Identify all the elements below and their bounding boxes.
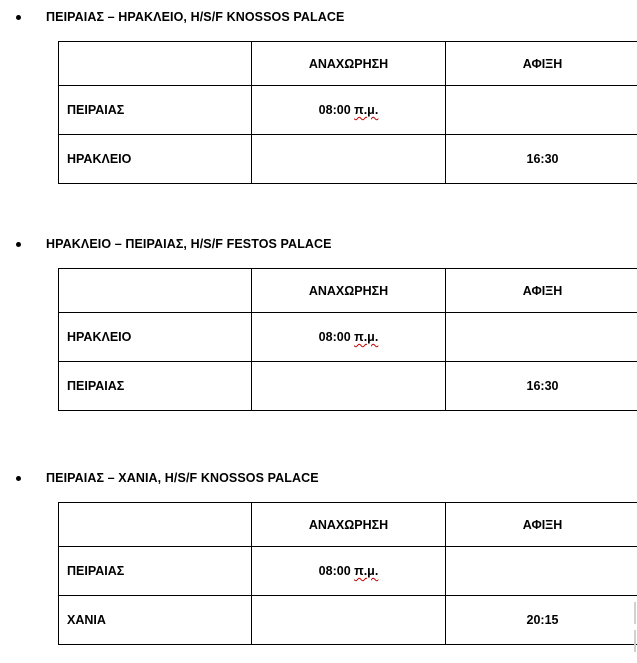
departure-suffix: π.μ. bbox=[354, 103, 379, 117]
departure-cell bbox=[252, 86, 446, 135]
departure-cell bbox=[252, 313, 446, 362]
table-row bbox=[59, 86, 637, 135]
route-heading-text: ΠΕΙΡΑΙΑΣ – ΗΡΑΚΛΕΙΟ, H/S/F KNOSSOS PALACE bbox=[46, 10, 345, 24]
departure-cell bbox=[252, 596, 446, 645]
bullet-icon bbox=[16, 476, 21, 481]
page-edge-marker bbox=[634, 602, 636, 624]
header-arrival: ΑΦΙΞΗ bbox=[446, 269, 637, 313]
schedule-table bbox=[58, 268, 637, 411]
table-row bbox=[59, 135, 637, 184]
departure-cell bbox=[252, 135, 446, 184]
header-arrival: ΑΦΙΞΗ bbox=[446, 503, 637, 547]
header-empty-cell bbox=[59, 503, 252, 547]
table-row bbox=[59, 362, 637, 411]
header-departure: ΑΝΑΧΩΡΗΣΗ bbox=[252, 42, 446, 86]
departure-cell bbox=[252, 547, 446, 596]
route-heading-text: ΗΡΑΚΛΕΙΟ – ΠΕΙΡΑΙΑΣ, H/S/F FESTOS PALACE bbox=[46, 237, 332, 251]
table-header-row bbox=[59, 269, 637, 313]
table-row bbox=[59, 596, 637, 645]
port-cell: ΗΡΑΚΛΕΙΟ bbox=[59, 135, 252, 184]
departure-suffix: π.μ. bbox=[354, 564, 379, 578]
arrival-cell bbox=[446, 547, 637, 596]
arrival-cell bbox=[446, 86, 637, 135]
port-cell: ΗΡΑΚΛΕΙΟ bbox=[59, 313, 252, 362]
departure-time: 08:00 bbox=[318, 330, 351, 344]
arrival-cell: 20:15 bbox=[446, 596, 637, 645]
bullet-icon bbox=[16, 15, 21, 20]
port-cell: ΠΕΙΡΑΙΑΣ bbox=[59, 86, 252, 135]
schedule-table bbox=[58, 41, 637, 184]
bullet-icon bbox=[16, 242, 21, 247]
port-cell: ΠΕΙΡΑΙΑΣ bbox=[59, 547, 252, 596]
header-departure: ΑΝΑΧΩΡΗΣΗ bbox=[252, 503, 446, 547]
header-arrival: ΑΦΙΞΗ bbox=[446, 42, 637, 86]
schedule-table bbox=[58, 502, 637, 645]
route-heading bbox=[14, 236, 332, 252]
page-edge-marker bbox=[634, 630, 636, 652]
table-row bbox=[59, 313, 637, 362]
arrival-cell: 16:30 bbox=[446, 362, 637, 411]
departure-time: 08:00 bbox=[318, 564, 351, 578]
header-empty-cell bbox=[59, 269, 252, 313]
arrival-cell bbox=[446, 313, 637, 362]
table-header-row bbox=[59, 42, 637, 86]
port-cell: ΧΑΝΙΑ bbox=[59, 596, 252, 645]
port-cell: ΠΕΙΡΑΙΑΣ bbox=[59, 362, 252, 411]
header-departure: ΑΝΑΧΩΡΗΣΗ bbox=[252, 269, 446, 313]
arrival-cell: 16:30 bbox=[446, 135, 637, 184]
route-heading-text: ΠΕΙΡΑΙΑΣ – ΧΑΝΙΑ, H/S/F KNOSSOS PALACE bbox=[46, 471, 319, 485]
departure-suffix: π.μ. bbox=[354, 330, 379, 344]
table-row bbox=[59, 547, 637, 596]
header-empty-cell bbox=[59, 42, 252, 86]
departure-time: 08:00 bbox=[318, 103, 351, 117]
departure-cell bbox=[252, 362, 446, 411]
route-heading bbox=[14, 9, 344, 25]
table-header-row bbox=[59, 503, 637, 547]
route-heading bbox=[14, 470, 319, 486]
